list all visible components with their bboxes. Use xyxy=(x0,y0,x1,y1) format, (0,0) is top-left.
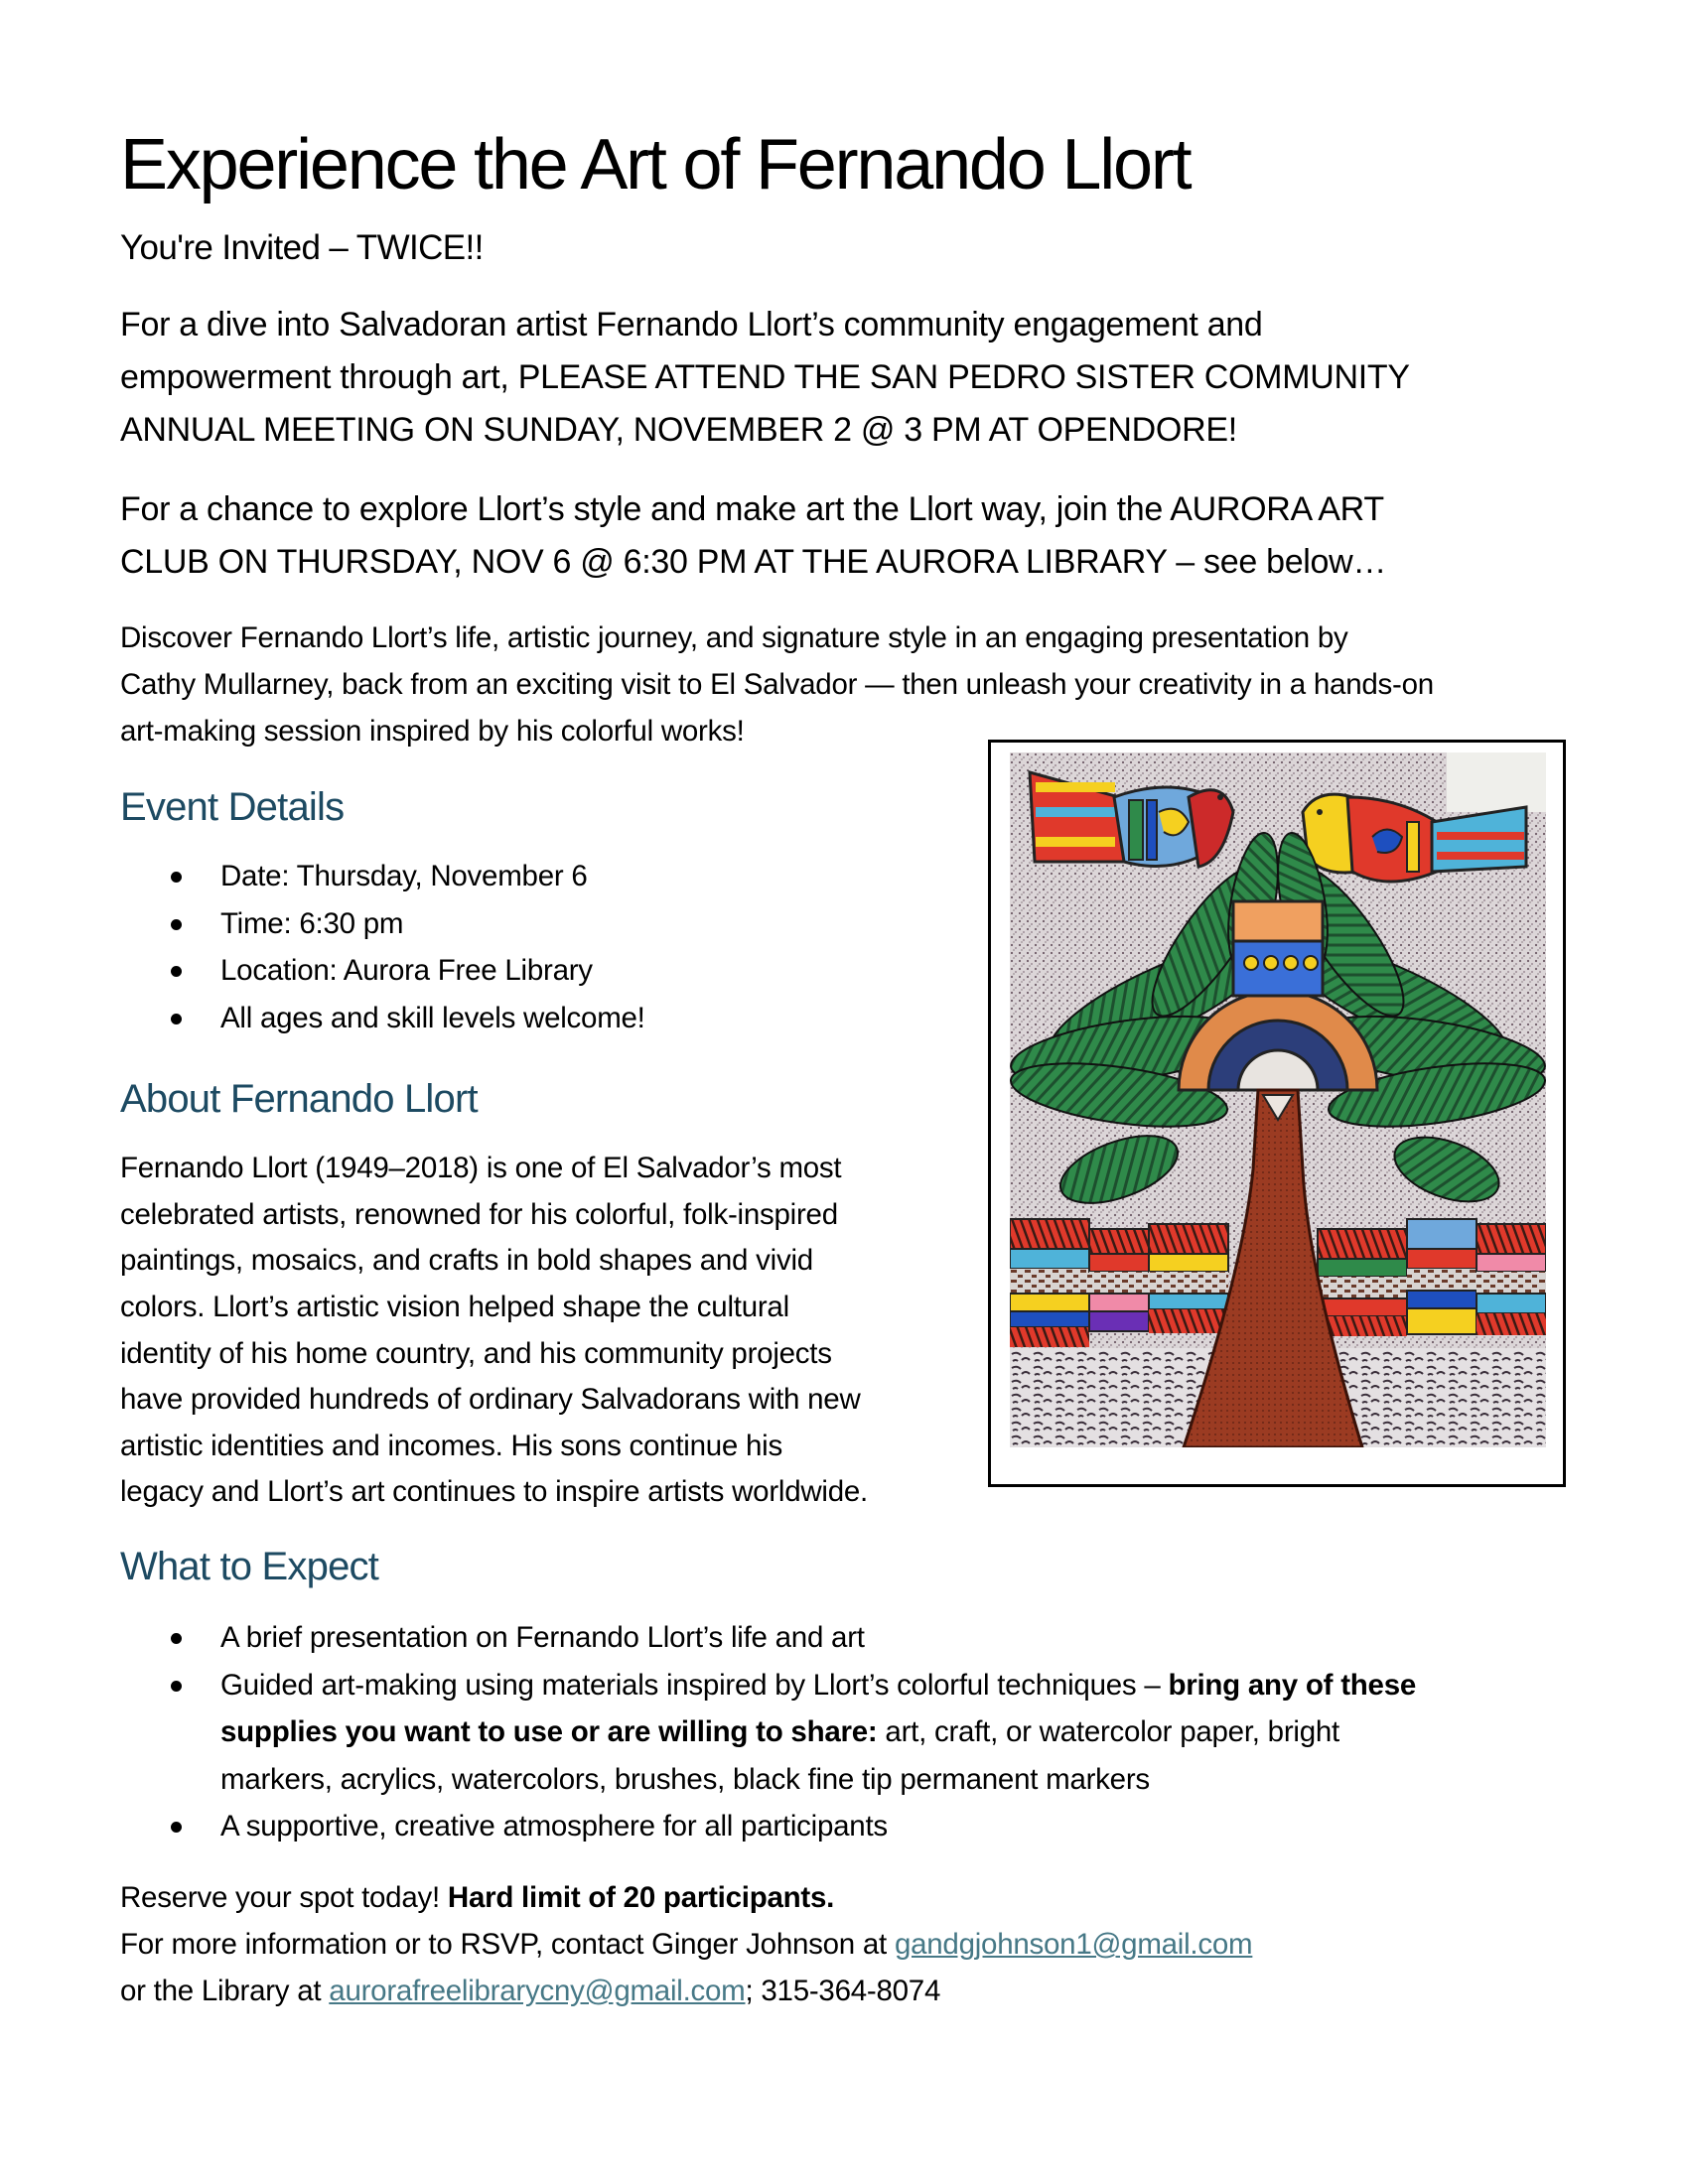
library-line xyxy=(120,1968,940,2014)
lead-line: empowerment through art, PLEASE ATTEND THE SAN PEDRO SISTER COMMUNITY xyxy=(120,358,1410,396)
about-line: have provided hundreds of ordinary Salvadorans with new xyxy=(120,1383,861,1416)
expect-item-presentation: A brief presentation on Fernando Llort’s life and art xyxy=(220,1621,865,1654)
bullet-icon xyxy=(171,1822,182,1833)
intro-line: art-making session inspired by his colorful works! xyxy=(120,715,745,748)
list-item xyxy=(159,1803,1416,1850)
about-heading: About Fernando Llort xyxy=(120,1077,478,1121)
text-run: Guided art-making using materials inspired by Llort’s colorful techniques – xyxy=(220,1668,1169,1702)
list-item xyxy=(159,853,645,900)
intro-line: Discover Fernando Llort’s life, artistic journey, and signature style in an engaging presentation by xyxy=(120,621,1348,654)
rsvp-email-link[interactable]: gandgjohnson1@gmail.com xyxy=(894,1928,1253,1961)
expect-item-art-making xyxy=(220,1669,1416,1796)
bullet-icon xyxy=(171,966,182,977)
expect-heading: What to Expect xyxy=(120,1545,379,1588)
about-line: celebrated artists, renowned for his colorful, folk-inspired xyxy=(120,1198,838,1231)
wall-corner xyxy=(1447,752,1546,812)
page-title: Experience the Art of Fernando Llort xyxy=(120,125,1191,205)
lead-line: For a chance to explore Llort’s style and make art the Llort way, join the AURORA ART xyxy=(120,490,1384,528)
supplies-callout-bold: supplies you want to use or are willing to share: xyxy=(220,1715,878,1748)
tree-crown-ornament xyxy=(1233,901,1323,996)
expect-item-atmosphere: A supportive, creative atmosphere for all participants xyxy=(220,1810,888,1843)
about-line: legacy and Llort’s art continues to inspire artists worldwide. xyxy=(120,1475,868,1508)
bullet-icon xyxy=(171,1681,182,1692)
text-run: art, craft, or watercolor paper, bright xyxy=(877,1715,1339,1748)
list-item xyxy=(159,900,645,948)
event-time: Time: 6:30 pm xyxy=(220,906,404,940)
text-run: Reserve your spot today! xyxy=(120,1881,448,1914)
list-item xyxy=(159,1614,1416,1662)
participant-limit: Hard limit of 20 participants. xyxy=(447,1881,835,1914)
lead-line: CLUB ON THURSDAY, NOV 6 @ 6:30 PM AT THE AURORA LIBRARY – see below… xyxy=(120,543,1387,581)
lead-line: ANNUAL MEETING ON SUNDAY, NOVEMBER 2 @ 3 PM AT OPENDORE! xyxy=(120,411,1237,449)
text-run: markers, acrylics, watercolors, brushes, black fine tip permanent markers xyxy=(220,1762,1150,1796)
rsvp-line xyxy=(120,1921,1252,1968)
library-email-link[interactable]: aurorafreelibrarycny@gmail.com xyxy=(329,1975,746,2007)
text-run: or the Library at xyxy=(120,1975,330,2007)
bullet-icon xyxy=(171,1014,182,1024)
event-audience: All ages and skill levels welcome! xyxy=(220,1001,645,1034)
artwork-image xyxy=(1010,752,1546,1447)
bullet-icon xyxy=(171,919,182,930)
list-item xyxy=(159,947,645,995)
about-line: Fernando Llort (1949–2018) is one of El Salvador’s most xyxy=(120,1152,842,1184)
page-subtitle: You're Invited – TWICE!! xyxy=(120,228,484,267)
bullet-icon xyxy=(171,872,182,883)
about-line: paintings, mosaics, and crafts in bold shapes and vivid xyxy=(120,1244,813,1277)
text-run: For more information or to RSVP, contact Ginger Johnson at xyxy=(120,1928,895,1961)
library-phone: ; 315-364-8074 xyxy=(745,1975,941,2007)
expect-list xyxy=(159,1614,1416,1850)
list-item xyxy=(159,1662,1416,1804)
event-details-heading: Event Details xyxy=(120,785,345,829)
intro-line: Cathy Mullarney, back from an exciting visit to El Salvador — then unleash your creativity in a hands-on xyxy=(120,668,1434,701)
artwork-frame xyxy=(988,740,1566,1487)
lead-line: For a dive into Salvadoran artist Fernando Llort’s community engagement and xyxy=(120,306,1263,343)
bullet-icon xyxy=(171,1633,182,1644)
event-location: Location: Aurora Free Library xyxy=(220,954,593,987)
event-date: Date: Thursday, November 6 xyxy=(220,860,588,892)
village-right xyxy=(1318,1219,1546,1336)
supplies-callout-bold: bring any of these xyxy=(1168,1668,1417,1702)
event-details-list xyxy=(159,853,645,1041)
list-item xyxy=(159,995,645,1042)
reserve-line xyxy=(120,1874,834,1921)
about-line: colors. Llort’s artistic vision helped shape the cultural xyxy=(120,1291,789,1323)
about-line: identity of his home country, and his community projects xyxy=(120,1337,832,1370)
village-left xyxy=(1010,1219,1228,1347)
about-line: artistic identities and incomes. His sons continue his xyxy=(120,1430,782,1462)
